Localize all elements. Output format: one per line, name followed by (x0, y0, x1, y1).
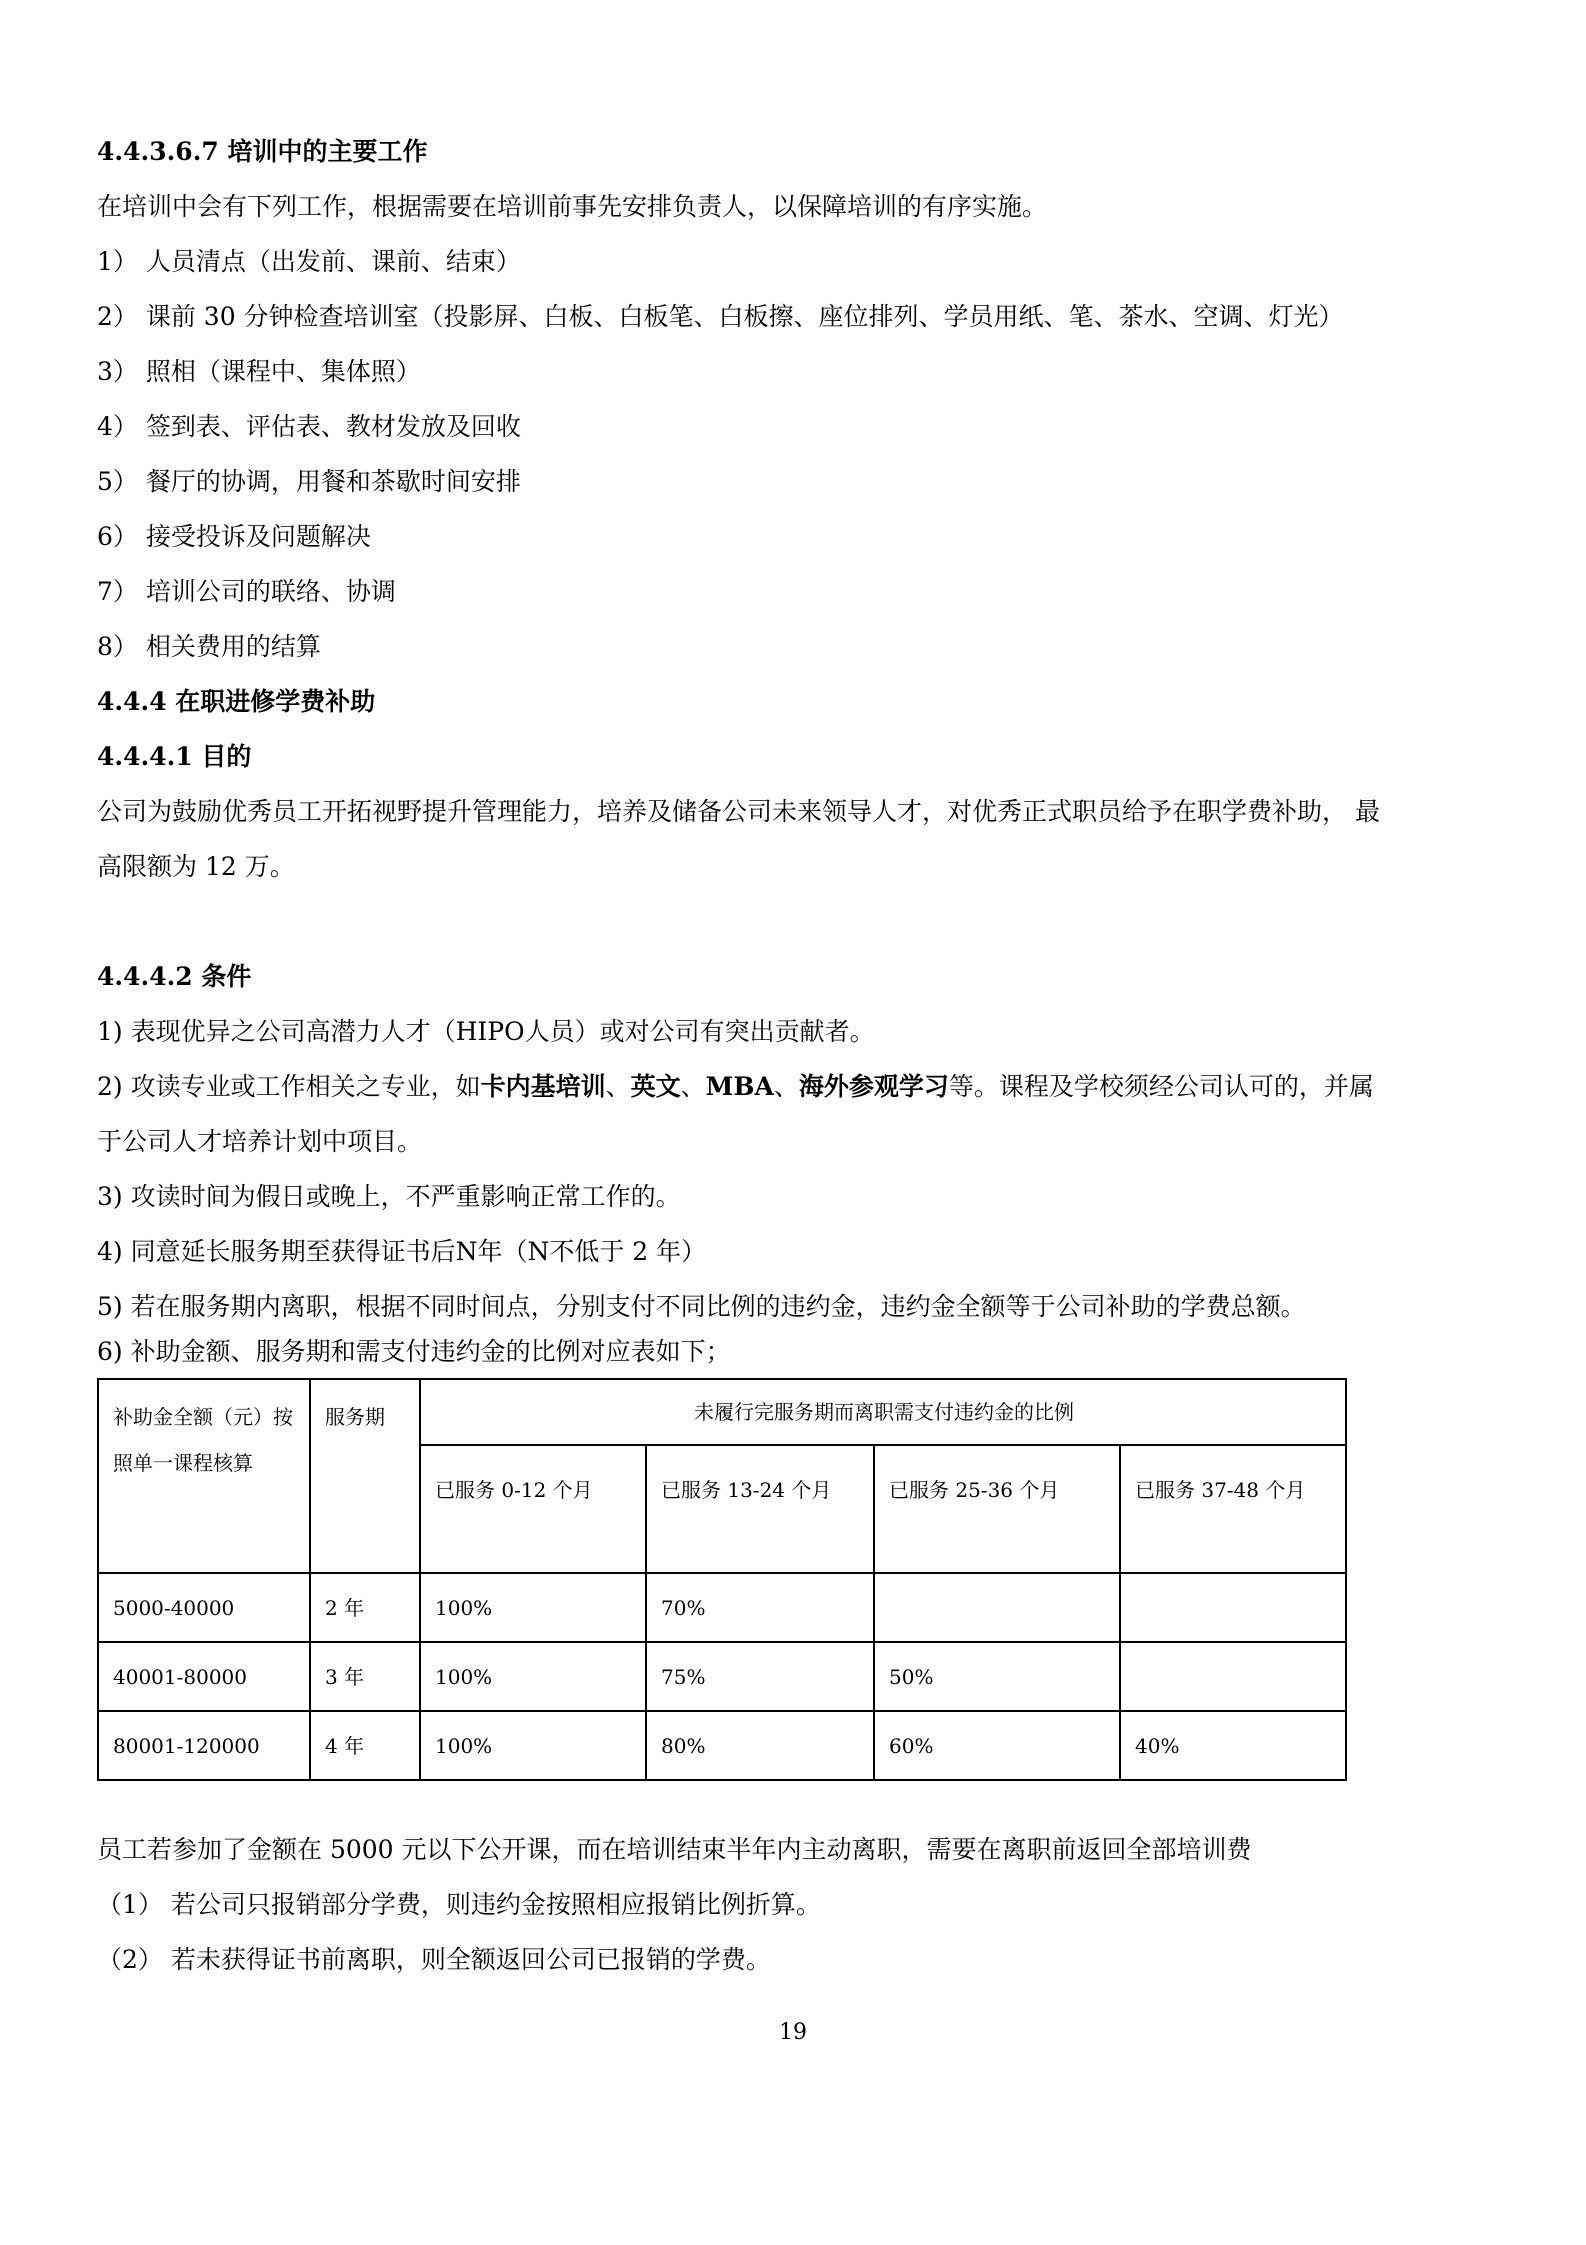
section-heading: 4.4.4 在职进修学费补助 (97, 687, 376, 716)
table-row (98, 1573, 1346, 1642)
table-cell: 4 年 (310, 1711, 420, 1780)
condition-item: 6) 补助金额、服务期和需支付违约金的比例对应表如下； (97, 1337, 731, 1366)
table-cell: 100% (420, 1642, 646, 1711)
table-cell: 40% (1120, 1711, 1346, 1780)
table-cell: 40001-80000 (98, 1642, 310, 1711)
table-cell: 70% (646, 1573, 874, 1642)
list-item: 1） 人员清点（出发前、课前、结束） (97, 247, 521, 276)
table-cell (1120, 1642, 1346, 1711)
subsidy-table (97, 1378, 1347, 1781)
condition-item: 5) 若在服务期内离职，根据不同时间点，分别支付不同比例的违约金，违约金全额等于公司补助的学费总额。 (97, 1292, 1306, 1321)
table-cell: 100% (420, 1573, 646, 1642)
condition-item: 3) 攻读时间为假日或晚上，不严重影响正常工作的。 (97, 1182, 681, 1211)
condition-item: 2) 攻读专业或工作相关之专业，如卡内基培训、英文、MBA、海外参观学习等。课程及学校须经公司认可的，并属 (97, 1072, 1374, 1101)
list-item: 8） 相关费用的结算 (97, 632, 321, 661)
note-item: （1） 若公司只报销部分学费，则违约金按照相应报销比例折算。 (97, 1890, 821, 1919)
table-header-ratio: 未履行完服务期而离职需支付违约金的比例 (420, 1379, 1346, 1445)
table-cell: 50% (874, 1642, 1120, 1711)
table-header-period: 已服务 37-48 个月 (1120, 1445, 1346, 1573)
list-item: 7） 培训公司的联络、协调 (97, 577, 396, 606)
table-header-period: 已服务 0-12 个月 (420, 1445, 646, 1573)
table-cell: 60% (874, 1711, 1120, 1780)
table-cell: 3 年 (310, 1642, 420, 1711)
list-item: 2） 课前 30 分钟检查培训室（投影屏、白板、白板笔、白板擦、座位排列、学员用纸、笔、茶水、空调、灯光） (97, 302, 1344, 331)
subsection-heading: 4.4.4.2 条件 (97, 962, 252, 991)
table-cell: 80% (646, 1711, 874, 1780)
paragraph: 公司为鼓励优秀员工开拓视野提升管理能力，培养及储备公司未来领导人才，对优秀正式职员给予在职学费补助， 最 (97, 797, 1380, 826)
condition-item: 4) 同意延长服务期至获得证书后N年（N不低于 2 年） (97, 1237, 707, 1266)
note-paragraph: 员工若参加了金额在 5000 元以下公开课，而在培训结束半年内主动离职，需要在离职前返回全部培训费 (97, 1835, 1252, 1864)
list-item: 6） 接受投诉及问题解决 (97, 522, 371, 551)
table-header-period: 已服务 25-36 个月 (874, 1445, 1120, 1573)
table-header-period: 已服务 13-24 个月 (646, 1445, 874, 1573)
paragraph: 高限额为 12 万。 (97, 852, 295, 881)
table-header-term: 服务期 (310, 1379, 420, 1573)
table-cell (874, 1573, 1120, 1642)
list-item: 5） 餐厅的协调，用餐和茶歇时间安排 (97, 467, 521, 496)
table-cell: 75% (646, 1642, 874, 1711)
table-row (98, 1642, 1346, 1711)
paragraph: 在培训中会有下列工作，根据需要在培训前事先安排负责人，以保障培训的有序实施。 (97, 192, 1048, 221)
list-item: 4） 签到表、评估表、教材发放及回收 (97, 412, 521, 441)
subsection-heading: 4.4.4.1 目的 (97, 742, 252, 771)
condition-item: 1) 表现优异之公司高潜力人才（HIPO人员）或对公司有突出贡献者。 (97, 1017, 875, 1046)
table-cell: 2 年 (310, 1573, 420, 1642)
note-item: （2） 若未获得证书前离职，则全额返回公司已报销的学费。 (97, 1945, 771, 1974)
table-row (98, 1711, 1346, 1780)
table-cell: 100% (420, 1711, 646, 1780)
table-cell: 80001-120000 (98, 1711, 310, 1780)
list-item: 3） 照相（课程中、集体照） (97, 357, 421, 386)
section-heading: 4.4.3.6.7 培训中的主要工作 (97, 137, 428, 166)
table-cell (1120, 1573, 1346, 1642)
table-header-amount: 补助金全额（元）按照单一课程核算 (98, 1379, 310, 1573)
table-cell: 5000-40000 (98, 1573, 310, 1642)
page-number: 19 (779, 2020, 807, 2045)
condition-item: 于公司人才培养计划中项目。 (97, 1127, 423, 1156)
